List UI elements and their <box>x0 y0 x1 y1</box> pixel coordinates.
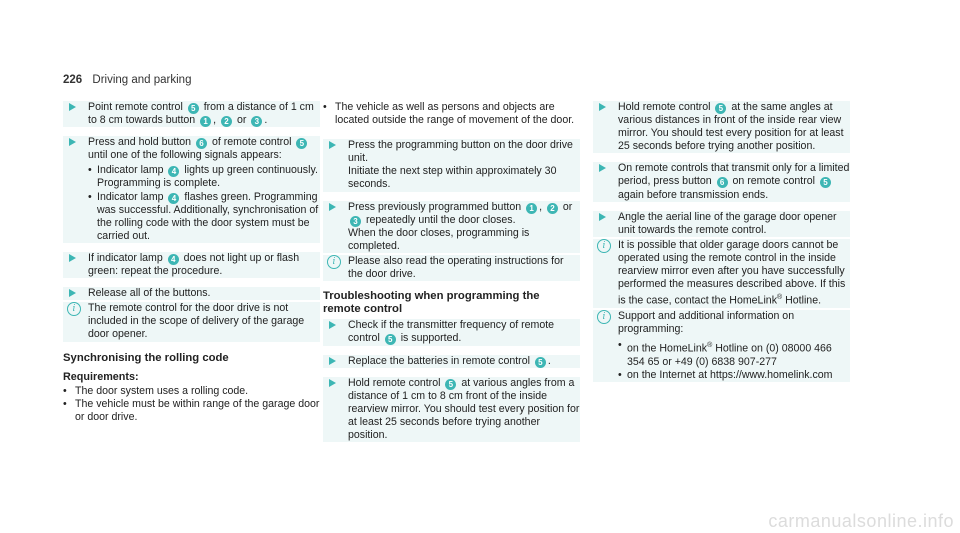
step-arrow-icon <box>599 213 606 221</box>
section-title: Driving and parking <box>92 74 192 86</box>
callout-number-icon: 1 <box>526 203 537 214</box>
step-arrow-icon <box>69 254 76 262</box>
step-arrow-icon <box>599 103 606 111</box>
registered-mark: ® <box>777 294 783 302</box>
note-text: The remote control for the door drive is not included in the scope of delivery of the garage door opener. <box>88 302 305 341</box>
note-text: Hotline. <box>782 294 822 307</box>
step-hold-distances <box>593 101 850 153</box>
requirements-list <box>63 385 320 424</box>
callout-number-icon: 5 <box>188 103 199 114</box>
step-arrow-icon <box>599 164 606 172</box>
list-item: • Indicator lamp 4 flashes green. Programming was successful. Additionally, synchronisation of the rolling code with the door system must be carried out. <box>88 191 320 243</box>
note-older-doors <box>593 239 850 308</box>
support-text: on the HomeLink <box>627 342 708 355</box>
requirements-list-continued <box>323 101 580 127</box>
step-arrow-icon <box>329 203 336 211</box>
note-scope <box>63 302 320 341</box>
callout-number-icon: 6 <box>717 177 728 188</box>
step-text: On remote controls that transmit only for a limited period, press button 6 on remote control 5 again before transmission ends. <box>618 162 850 201</box>
step-text: When the door closes, programming is completed. <box>348 226 530 252</box>
callout-number-icon: 4 <box>168 193 179 204</box>
info-icon: i <box>597 310 611 324</box>
registered-mark: ® <box>707 342 713 350</box>
step-replace-batteries <box>323 355 580 368</box>
step-arrow-icon <box>69 289 76 297</box>
column-3 <box>593 101 850 391</box>
step-arrow-icon <box>69 138 76 146</box>
step-hold-angles <box>323 377 580 442</box>
step-text: Press and hold button 6 of remote control 5 until one of the following signals appears: <box>88 136 309 161</box>
callout-number-icon: 5 <box>820 177 831 188</box>
info-icon: i <box>597 239 611 253</box>
callout-number-icon: 1 <box>200 116 211 127</box>
column-1 <box>63 101 320 433</box>
info-icon: i <box>67 302 81 316</box>
list-item <box>618 339 850 369</box>
note-text: It is possible that older garage doors cannot be operated using the remote control in the inside rearview mirror even after you have successfully performed the measures described above. If this is the case, contact the HomeLink <box>618 238 846 307</box>
callout-number-icon: 2 <box>221 116 232 127</box>
step-limited-transmit <box>593 162 850 201</box>
step-arrow-icon <box>69 103 76 111</box>
step-arrow-icon <box>329 321 336 329</box>
callout-number-icon: 5 <box>445 379 456 390</box>
step-text: Initiate the next step within approximately 30 seconds. <box>348 165 557 191</box>
support-list <box>618 339 850 382</box>
callout-number-icon: 5 <box>715 103 726 114</box>
callout-number-icon: 6 <box>196 138 207 149</box>
step-angle-aerial <box>593 211 850 237</box>
page-number: 226 <box>63 74 83 86</box>
callout-number-icon: 5 <box>535 357 546 368</box>
step-text: Point remote control 5 from a distance of 1 cm to 8 cm towards button 1 , 2 or 3 . <box>88 101 314 127</box>
watermark: carmanualsonline.info <box>768 510 954 531</box>
step-text: Press previously programmed button 1 , 2 or 3 repeatedly until the door closes. <box>348 200 573 226</box>
step-programming-button <box>323 139 580 191</box>
info-icon: i <box>327 255 341 269</box>
step-text: Replace the batteries in remote control 5 . <box>348 354 551 367</box>
step-press-programmed <box>323 201 580 253</box>
signal-list <box>88 164 320 243</box>
step-point-remote <box>63 101 320 127</box>
step-arrow-icon <box>329 379 336 387</box>
heading-requirements: Requirements: <box>63 370 139 383</box>
step-text: Angle the aerial line of the garage door opener unit towards the remote control. <box>618 210 837 236</box>
callout-number-icon: 3 <box>350 216 361 227</box>
callout-number-icon: 3 <box>251 116 262 127</box>
note-text: Please also read the operating instructions for the door drive. <box>348 254 564 281</box>
callout-number-icon: 5 <box>385 334 396 345</box>
list-item: • The vehicle must be within range of the garage door or door drive. <box>63 398 320 424</box>
callout-number-icon: 5 <box>296 138 307 149</box>
step-text: If indicator lamp 4 does not light up or flash green: repeat the procedure. <box>88 251 300 278</box>
step-text: Hold remote control 5 at the same angles at various distances in front of the inside rear view mirror. You should test every position for at least 25 seconds before trying another position. <box>618 101 844 153</box>
step-text: Release all of the buttons. <box>88 287 211 300</box>
note-instructions <box>323 255 580 281</box>
callout-number-icon: 2 <box>547 203 558 214</box>
callout-number-icon: 4 <box>168 254 179 265</box>
heading-troubleshooting: Troubleshooting when programming the remote control <box>323 290 540 316</box>
step-indicator-fail <box>63 252 320 278</box>
column-2 <box>323 101 580 451</box>
heading-sync: Synchronising the rolling code <box>63 351 229 364</box>
step-press-hold <box>63 136 320 243</box>
list-item: • The vehicle as well as persons and objects are located outside the range of movement of the door. <box>323 101 580 127</box>
callout-number-icon: 4 <box>168 166 179 177</box>
support-text: Hotline on (0) 08000 466 354 65 or +49 (0) 6838 907-277 <box>627 342 832 368</box>
list-item: • The door system uses a rolling code. <box>63 385 320 398</box>
note-support <box>593 310 850 382</box>
step-text: Check if the transmitter frequency of remote control 5 is supported. <box>348 319 555 345</box>
page-header <box>63 74 191 87</box>
step-release <box>63 287 320 300</box>
list-item: • Indicator lamp 4 lights up green continuously. Programming is complete. <box>88 164 320 190</box>
step-arrow-icon <box>329 141 336 149</box>
list-item: • on the Internet at https://www.homelink.com <box>618 369 850 382</box>
note-text: Support and additional information on programming: <box>618 309 795 335</box>
step-check-frequency <box>323 319 580 345</box>
step-text: Press the programming button on the door drive unit. <box>348 139 573 165</box>
step-arrow-icon <box>329 357 336 365</box>
step-text: Hold remote control 5 at various angles from a distance of 1 cm to 8 cm front of the inside rearview mirror. You should test every position for at least 25 seconds before trying another position. <box>348 376 580 441</box>
